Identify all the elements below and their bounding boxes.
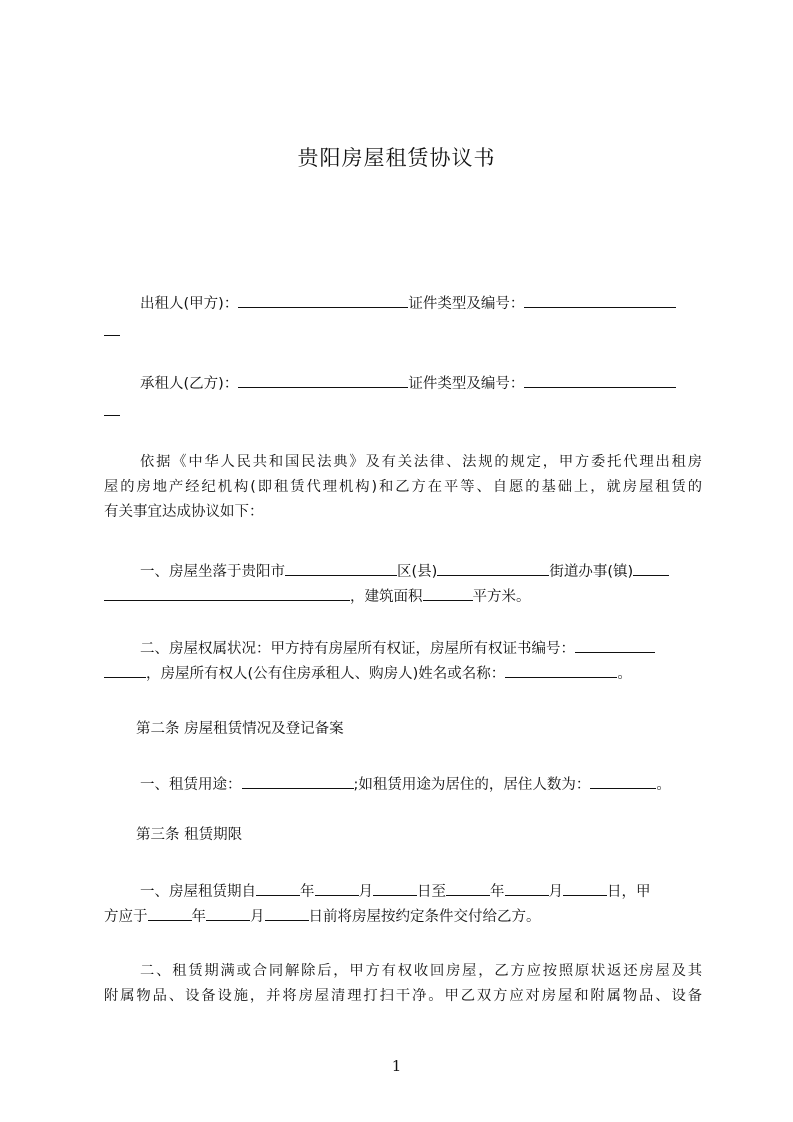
address-blank [104, 585, 350, 601]
deliver-suffix: 日前将房屋按约定条件交付给乙方。 [308, 909, 541, 925]
lessor-name-blank [238, 292, 408, 308]
ownership-text: 二、房屋权属状况：甲方持有房屋所有权证，房屋所有权证书编号： [140, 641, 575, 657]
lessee-id-blank [524, 372, 676, 388]
clause2-line-1 [140, 637, 702, 659]
article3-heading: 第三条 租赁期限 [136, 827, 243, 843]
street-blank [633, 560, 669, 576]
lessee-label: 承租人(乙方)： [140, 376, 239, 392]
start-month-blank [315, 880, 359, 896]
page-number: 1 [391, 1057, 402, 1075]
lessor-line [140, 292, 702, 314]
year-label: 年 [191, 909, 206, 925]
preamble-line-2: 屋的房地产经纪机构(即租赁代理机构)和乙方在平等、自愿的基础上，就房屋租赁的 [104, 479, 702, 495]
area-blank [423, 585, 473, 601]
article2-usage-line [140, 773, 702, 795]
lessor-id-label: 证件类型及编号： [408, 296, 525, 312]
street-label: 街道办事(镇) [549, 564, 634, 580]
certificate-blank [575, 637, 655, 653]
deliver-prefix: 方应于 [104, 909, 148, 925]
article3-deliver-line [104, 905, 702, 927]
usage-label: 一、租赁用途： [140, 777, 242, 793]
end-month-blank [505, 880, 549, 896]
start-day-blank [373, 880, 417, 896]
month-label: 月 [548, 884, 563, 900]
start-year-blank [256, 880, 300, 896]
article3-return-line-1: 二、租赁期满或合同解除后，甲方有权收回房屋，乙方应按照原状返还房屋及其 [140, 963, 702, 979]
district-label: 区(县) [397, 564, 438, 580]
city-blank [285, 560, 397, 576]
owner-name-label: ，房屋所有权人(公有住房承租人、购房人)姓名或名称： [146, 666, 506, 682]
document-title: 贵阳房屋租赁协议书 [297, 146, 496, 170]
area-unit: 平方米。 [472, 589, 531, 605]
term-prefix: 一、房屋租赁期自 [140, 884, 256, 900]
lessee-id-label: 证件类型及编号： [408, 376, 525, 392]
district-blank [437, 560, 549, 576]
lessor-id-blank [524, 292, 676, 308]
location-prefix: 一、房屋坐落于贵阳市 [140, 564, 285, 580]
clause1-line-2 [104, 585, 702, 607]
certificate-blank-cont [104, 662, 146, 678]
residents-label: ;如租赁用途为居住的，居住人数为： [353, 777, 591, 793]
article2-end: 。 [656, 777, 671, 793]
preamble-line-3: 有关事宜达成协议如下： [104, 504, 264, 520]
article2-heading: 第二条 房屋租赁情况及登记备案 [136, 721, 344, 737]
lessor-line-cont [104, 320, 702, 342]
owner-name-blank [505, 662, 617, 678]
month-label: 月 [250, 909, 265, 925]
deliver-month-blank [206, 905, 250, 921]
area-label: ，建筑面积 [350, 589, 423, 605]
to-label: 日至 [417, 884, 446, 900]
lessee-name-blank [238, 372, 408, 388]
usage-blank [242, 773, 354, 789]
clause2-end: 。 [617, 666, 632, 682]
clause2-line-2 [104, 662, 702, 684]
year-label: 年 [490, 884, 505, 900]
lessor-id-blank-cont [104, 320, 120, 336]
preamble-line-1: 依据《中华人民共和国民法典》及有关法律、法规的规定，甲方委托代理出租房 [140, 454, 702, 470]
end-day-blank [563, 880, 607, 896]
residents-blank [590, 773, 656, 789]
month-label: 月 [358, 884, 373, 900]
year-label: 年 [300, 884, 315, 900]
lessee-id-blank-cont [104, 400, 120, 416]
article3-term-line [140, 880, 702, 902]
end-year-blank [446, 880, 490, 896]
lessee-line-cont [104, 400, 702, 422]
lessee-line [140, 372, 702, 394]
deliver-day-blank [265, 905, 309, 921]
deliver-year-blank [148, 905, 192, 921]
clause1-line-1 [140, 560, 702, 582]
day-party-label: 日，甲 [607, 884, 651, 900]
article3-return-line-2: 附属物品、设备设施，并将房屋清理打扫干净。甲乙双方应对房屋和附属物品、设备 [104, 988, 702, 1004]
lessor-label: 出租人(甲方)： [140, 296, 239, 312]
